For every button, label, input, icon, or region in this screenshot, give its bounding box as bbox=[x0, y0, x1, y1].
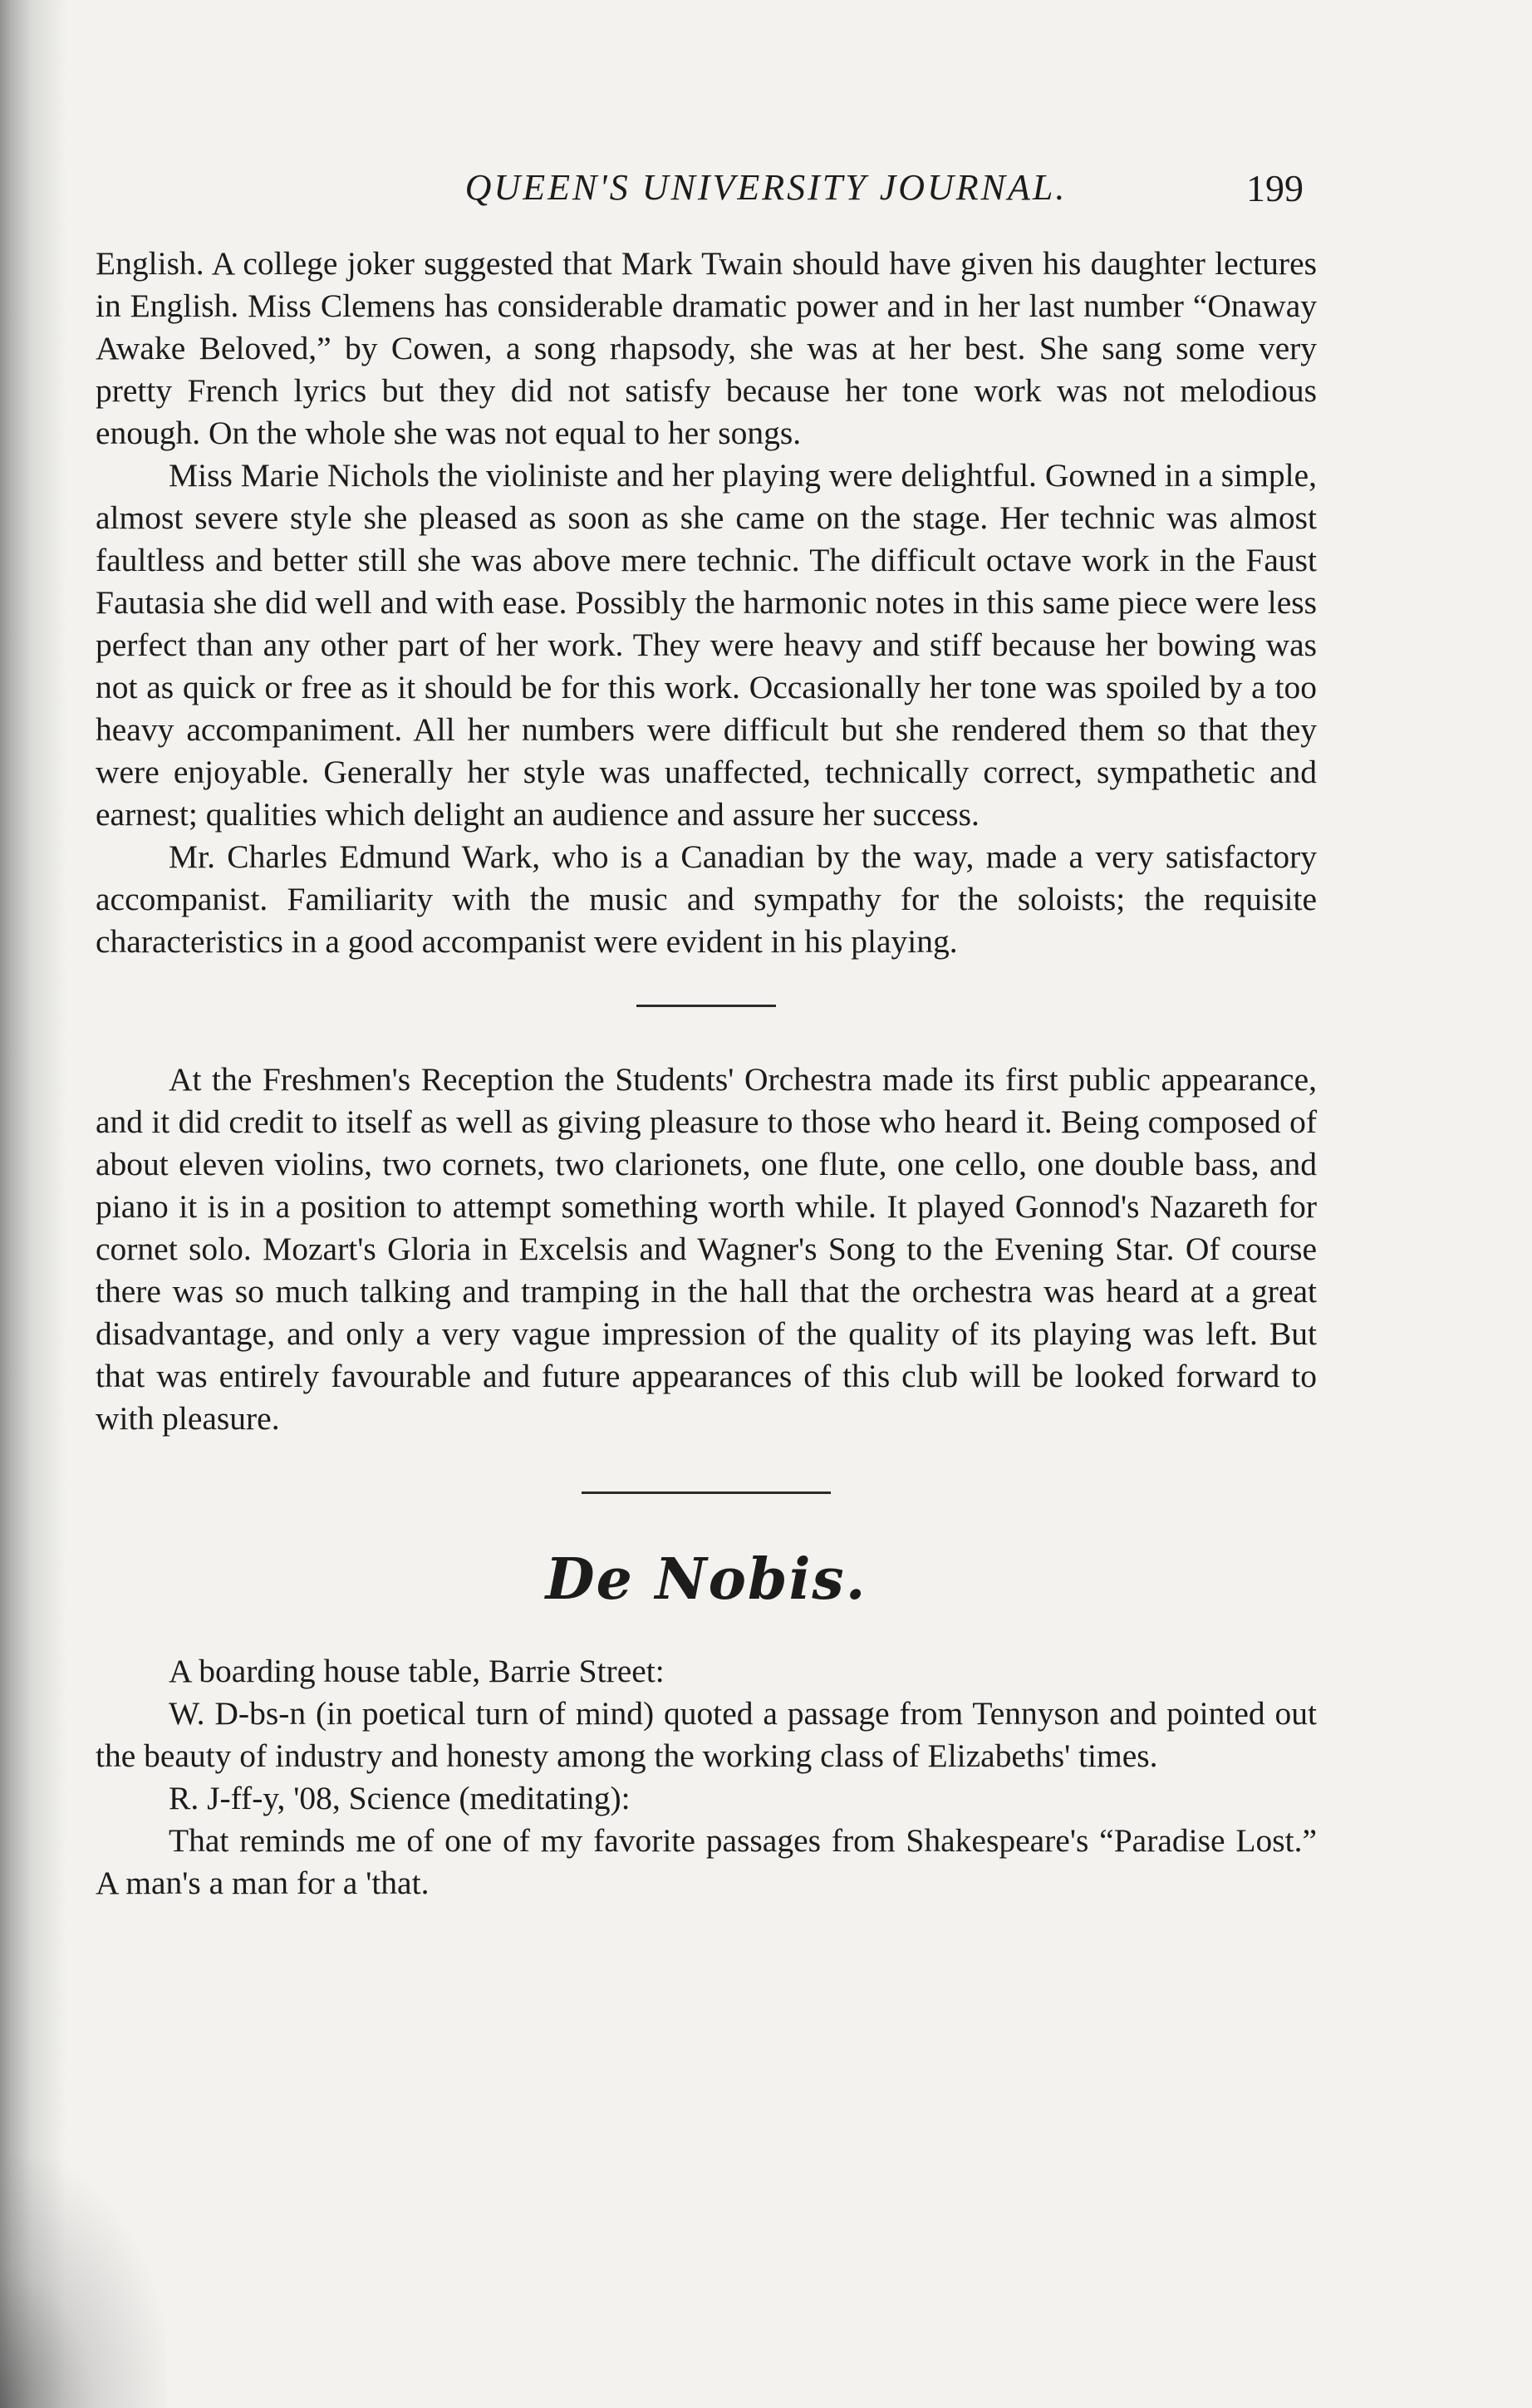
dialogue-line: R. J-ff-y, '08, Science (meditating): bbox=[169, 1780, 631, 1816]
de-nobis-dialogue bbox=[96, 1650, 1317, 1904]
scan-corner-shadow bbox=[0, 2159, 166, 2408]
dialogue-line: A boarding house table, Barrie Street: bbox=[169, 1653, 665, 1689]
page-number: 199 bbox=[1246, 167, 1304, 209]
dialogue-line: That reminds me of one of my favorite passages from Shakespeare's “Paradise Lost.” A man's a man for a 'that. bbox=[96, 1822, 1317, 1901]
paragraph-miss-clemens: English. A college joker suggested that Mark Twain should have given his daughter lectures in English. Miss Clemens has considerable dramatic power and in her last number “Onaway Awake Beloved,” by Cowen, a song rhapsody, she was at her best. She sang some very pretty French lyrics but they did not satisfy because her tone work was not melodious enough. On the whole she was not equal to her songs. bbox=[96, 245, 1317, 451]
journal-title: QUEEN'S UNIVERSITY JOURNAL. bbox=[464, 167, 1068, 208]
section-divider bbox=[582, 1491, 831, 1494]
dialogue-line: W. D-bs-n (in poetical turn of mind) quoted a passage from Tennyson and pointed out the beauty of industry and honesty among the working class of Elizabeths' times. bbox=[96, 1695, 1317, 1774]
paragraph-marie-nichols: Miss Marie Nichols the violiniste and her playing were delightful. Gowned in a simple, almost severe style she pleased as soon as she came on the stage. Her technic was almost faultless and better still she was above mere technic. The difficult octave work in the Faust Fautasia she did well and with ease. Possibly the harmonic notes in this same piece were less perfect than any other part of her work. They were heavy and stiff because her bowing was not as quick or free as it should be for this work. Occasionally her tone was spoiled by a too heavy accompaniment. All her numbers were difficult but she rendered them so that they were enjoyable. Generally her style was unaffected, technically correct, sympathetic and earnest; qualities which delight an audience and assure her success. bbox=[96, 457, 1317, 833]
running-head bbox=[0, 166, 1532, 216]
paragraph-students-orchestra: At the Freshmen's Reception the Students' Orchestra made its first public appearance, and it did credit to itself as well as giving pleasure to those who heard it. Being composed of about eleven violins, two cornets, two clarionets, one flute, one cello, one double bass, and piano it is in a position to attempt something worth while. It played Gonnod's Nazareth for cornet solo. Mozart's Gloria in Excelsis and Wagner's Song to the Evening Star. Of course there was so much talking and tramping in the hall that the orchestra was heard at a great disadvantage, and only a very vague impression of the quality of its playing was left. But that was entirely favourable and future appearances of this club will be looked forward to with pleasure. bbox=[96, 1061, 1317, 1437]
paragraph-charles-wark: Mr. Charles Edmund Wark, who is a Canadian by the way, made a very satisfactory accompanist. Familiarity with the music and sympathy for the soloists; the requisite characteristics in a good accompanist were evident in his playing. bbox=[96, 838, 1317, 960]
scan-page-edge-shadow bbox=[0, 0, 66, 2408]
section-divider bbox=[636, 1005, 776, 1007]
text-column bbox=[96, 243, 1317, 1904]
de-nobis-heading: De Nobis. bbox=[545, 1546, 867, 1613]
